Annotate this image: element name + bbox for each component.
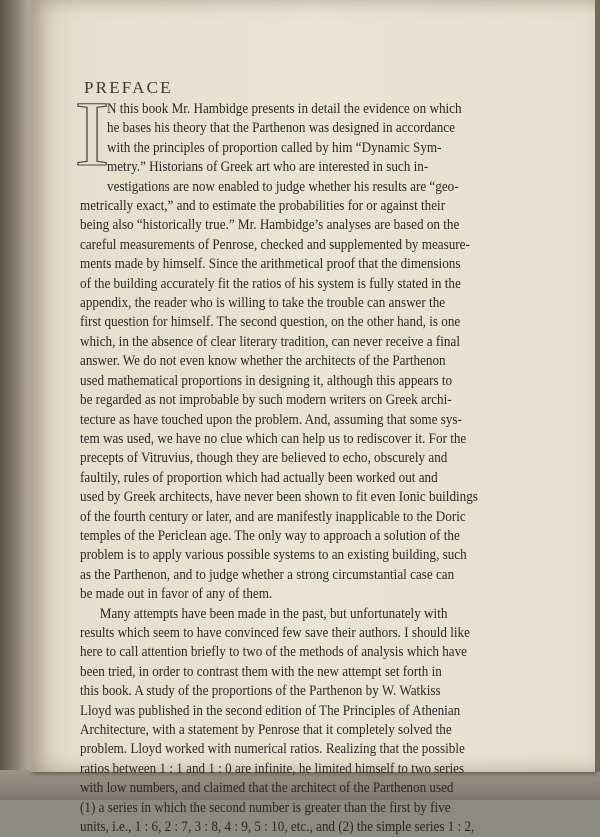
preface-body: [80, 100, 564, 837]
text-line: (1) a series in which the second number is greater than the first by five: [80, 799, 451, 816]
text-line: here to call attention briefly to two of the methods of analysis which have: [80, 644, 467, 661]
text-line: as the Parthenon, and to judge whether a strong circumstantial case can: [80, 566, 455, 583]
text-line: Architecture, with a statement by Penrose that it completely solved the: [80, 722, 452, 738]
text-line: vestigations are now enabled to judge whether his results are “geo-: [107, 178, 459, 195]
text-line: temples of the Periclean age. The only way to approach a solution of the: [80, 527, 460, 544]
desk-surface-left: [0, 0, 30, 800]
text-line: appendix, the reader who is willing to take the trouble can answer the: [80, 295, 446, 312]
text-line: be made out in favor of any of them.: [80, 586, 273, 603]
text-line: which, in the absence of clear literary tradition, can never receive a final: [80, 333, 460, 350]
text-line: N this book Mr. Hambidge presents in detail the evidence on which: [107, 101, 462, 117]
text-line: used mathematical proportions in designing it, although this appears to: [80, 372, 453, 389]
text-line: this book. A study of the proportions of the Parthenon by W. Watkiss: [80, 683, 441, 700]
text-line: used by Greek architects, have never been shown to fit even Ionic buildings: [80, 489, 478, 506]
drop-cap-letter: [74, 81, 110, 188]
text-line: tem was used, we have no clue which can help us to rediscover it. For the: [80, 430, 467, 447]
text-line: he bases his theory that the Parthenon was designed in accordance: [107, 120, 455, 137]
text-line: of the building accurately fit the ratios of his system is fully stated in the: [80, 275, 461, 292]
page-title: PREFACE: [84, 78, 173, 97]
svg-text:I: I: [74, 81, 110, 186]
text-line: ratios between 1 : 1 and 1 : 0 are infinite, he limited himself to two series: [80, 760, 465, 777]
text-line: units, i.e., 1 : 6, 2 : 7, 3 : 8, 4 : 9, 5 : 10, etc., and (2) the simple series 1 : 2,: [80, 819, 475, 836]
text-line: with the principles of proportion called by him “Dynamic Sym-: [107, 139, 442, 156]
text-line: Many attempts have been made in the past, but unfortunately with: [99, 605, 448, 622]
text-line: been tried, in order to contrast them with the new attempt set forth in: [80, 663, 442, 680]
text-line: tecture as have touched upon the problem. And, assuming that some sys-: [80, 411, 462, 428]
text-line: Lloyd was published in the second edition of The Principles of Athenian: [80, 702, 461, 719]
text-line: problem is to apply various possible systems to an existing building, such: [80, 547, 467, 564]
text-line: ments made by himself. Since the arithmetical proof that the dimensions: [80, 256, 461, 273]
text-line: precepts of Vitruvius, though they are believed to echo, obscurely and: [80, 450, 448, 467]
text-line: results which seem to have convinced few save their authors. I should like: [80, 624, 470, 641]
text-line: with low numbers, and claimed that the architect of the Parthenon used: [80, 780, 454, 797]
text-line: metry.” Historians of Greek art who are interested in such in-: [107, 159, 429, 176]
text-line: first question for himself. The second question, on the other hand, is one: [80, 314, 461, 331]
text-line: faultily, rules of proportion which had actually been worked out and: [80, 469, 438, 486]
page-edge-shadow: [595, 0, 600, 772]
text-line: metrically exact,” and to estimate the probabilities for or against their: [80, 198, 446, 215]
text-line: problem. Lloyd worked with numerical ratios. Realizing that the possible: [80, 741, 465, 758]
text-line: be regarded as not improbable by such modern writers on Greek archi-: [80, 392, 452, 409]
text-line: of the fourth century or later, and are manifestly inapplicable to the Doric: [80, 508, 466, 525]
text-line: answer. We do not even know whether the architects of the Parthenon: [80, 353, 446, 370]
text-line: careful measurements of Penrose, checked and supplemented by measure-: [80, 236, 470, 253]
text-line: being also “historically true.” Mr. Hambidge’s analyses are based on the: [80, 217, 460, 234]
